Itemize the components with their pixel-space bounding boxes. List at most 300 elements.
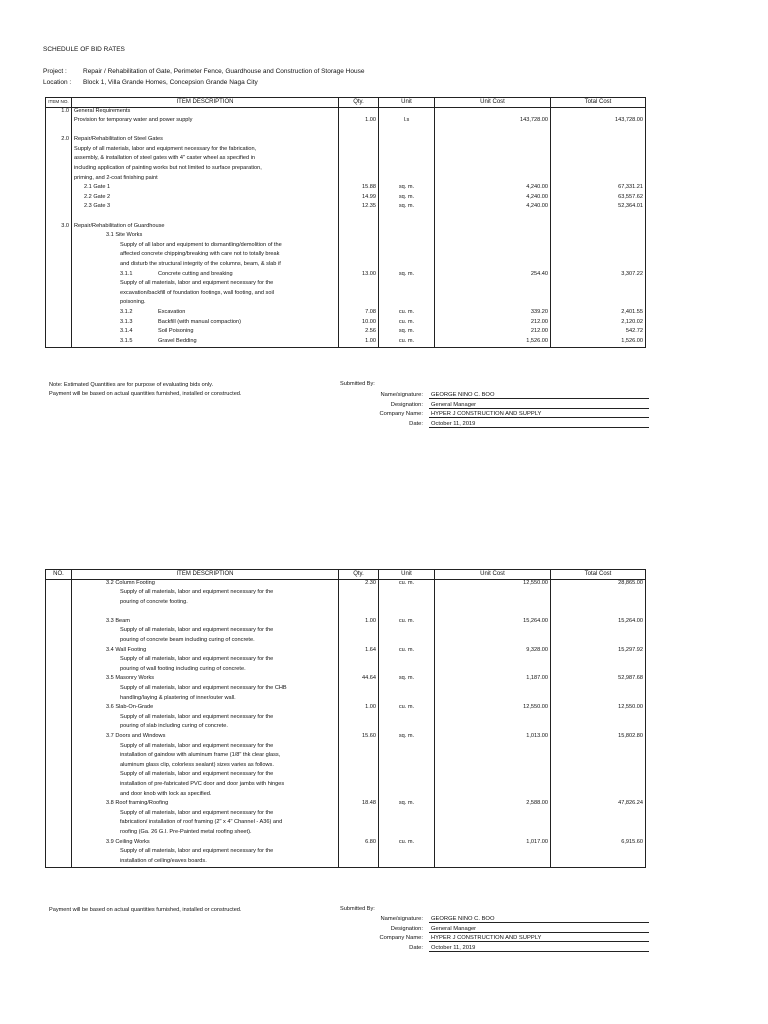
col-item-no: ITEM NO.	[46, 98, 72, 108]
total-cost-cell	[551, 136, 646, 146]
unit-cost-cell	[435, 213, 551, 223]
item-description-text: 3.1 Site Works	[106, 232, 143, 239]
item-no-cell	[46, 618, 72, 628]
total-cost-cell	[551, 608, 646, 618]
table-header-row	[46, 570, 646, 580]
unit-cell	[379, 695, 435, 705]
item-description-text: 2.3 Gate 3	[84, 203, 111, 210]
item-description-text: affected concrete chipping/breaking with care not to totally break	[120, 251, 280, 258]
item-description-cell	[72, 656, 339, 666]
total-cost-cell: 15,264.00	[551, 618, 646, 628]
unit-cost-cell	[435, 299, 551, 309]
item-description-cell	[72, 714, 339, 724]
item-no-cell	[46, 184, 72, 194]
table-row	[46, 338, 646, 348]
unit-cost-cell	[435, 232, 551, 242]
item-description-cell	[72, 752, 339, 762]
total-cost-cell: 15,802.80	[551, 733, 646, 743]
item-no-cell	[46, 203, 72, 213]
item-description-text: General Requirements	[74, 108, 131, 114]
qty-cell	[339, 810, 379, 820]
item-no-cell	[46, 723, 72, 733]
total-cost-cell: 6,915.60	[551, 839, 646, 849]
unit-cost-cell: 1,187.00	[435, 675, 551, 685]
qty-cell	[339, 165, 379, 175]
table-row	[46, 800, 646, 810]
unit-cell	[379, 771, 435, 781]
qty-cell	[339, 771, 379, 781]
document-title: SCHEDULE OF BID RATES	[43, 46, 125, 53]
item-description-cell	[72, 599, 339, 609]
item-description-text: 2.2 Gate 2	[84, 193, 111, 200]
table-row	[46, 136, 646, 146]
item-description-text: fabrication/ installation of roof framing (2" x 4" Channel - A36) and	[120, 819, 283, 826]
item-no-cell	[46, 146, 72, 156]
qty-cell	[339, 280, 379, 290]
total-cost-cell	[551, 599, 646, 609]
qty-cell: 15.88	[339, 184, 379, 194]
item-no-cell	[46, 165, 72, 175]
signature-value: GEORGE NINO C. BOO	[429, 916, 649, 923]
table-row	[46, 695, 646, 705]
unit-cost-cell: 1,526.00	[435, 338, 551, 348]
col-item-description: ITEM DESCRIPTION	[72, 570, 339, 580]
qty-cell: 15.60	[339, 733, 379, 743]
total-cost-cell	[551, 848, 646, 858]
item-description-text: 3.4 Wall Footing	[106, 646, 147, 653]
unit-cell	[379, 685, 435, 695]
item-description-cell	[72, 685, 339, 695]
qty-cell: 1.64	[339, 647, 379, 657]
qty-cell	[339, 108, 379, 118]
unit-cost-cell	[435, 829, 551, 839]
table-row	[46, 290, 646, 300]
unit-cell	[379, 810, 435, 820]
total-cost-cell: 63,557.62	[551, 194, 646, 204]
item-no-cell	[46, 271, 72, 281]
item-no-cell	[46, 781, 72, 791]
item-description-cell	[72, 175, 339, 185]
item-description-text: priming, and 2-coat finishing paint	[74, 174, 158, 181]
item-description-cell	[72, 271, 339, 281]
table-row	[46, 117, 646, 127]
item-description-cell	[72, 589, 339, 599]
qty-cell: 1.00	[339, 618, 379, 628]
table-row	[46, 580, 646, 590]
unit-cell	[379, 299, 435, 309]
item-description-cell	[72, 858, 339, 868]
col-unit: Unit	[379, 98, 435, 108]
item-no-cell	[46, 290, 72, 300]
signature-row	[409, 944, 647, 955]
item-no-cell	[46, 848, 72, 858]
total-cost-cell: 143,728.00	[551, 117, 646, 127]
item-description-cell	[72, 136, 339, 146]
total-cost-cell	[551, 781, 646, 791]
total-cost-cell	[551, 666, 646, 676]
qty-cell	[339, 791, 379, 801]
item-description-cell	[72, 723, 339, 733]
unit-cost-cell	[435, 666, 551, 676]
item-description-cell	[72, 261, 339, 271]
item-description-text: poisoning.	[120, 299, 146, 306]
unit-cell	[379, 791, 435, 801]
table-row	[46, 858, 646, 868]
total-cost-cell: 67,331.21	[551, 184, 646, 194]
unit-cost-cell: 4,240.00	[435, 194, 551, 204]
unit-cell: cu. m.	[379, 618, 435, 628]
table-row	[46, 223, 646, 233]
item-no-cell	[46, 328, 72, 338]
item-description-text: assembly, & installation of steel gates with 4" caster wheel as specified in	[74, 155, 255, 162]
location-label: Location :	[43, 79, 72, 86]
unit-cost-cell: 1,013.00	[435, 733, 551, 743]
unit-cell	[379, 819, 435, 829]
total-cost-cell	[551, 819, 646, 829]
item-no-cell	[46, 117, 72, 127]
table-row	[46, 184, 646, 194]
unit-cell: cu. m.	[379, 338, 435, 348]
item-description-cell	[72, 819, 339, 829]
qty-cell	[339, 723, 379, 733]
item-no-cell	[46, 685, 72, 695]
total-cost-cell	[551, 108, 646, 118]
table-row	[46, 666, 646, 676]
unit-cost-cell	[435, 781, 551, 791]
item-description-cell	[72, 743, 339, 753]
col-total-cost: Total Cost	[551, 98, 646, 108]
qty-cell: 13.00	[339, 271, 379, 281]
unit-cell	[379, 781, 435, 791]
total-cost-cell: 52,987.68	[551, 675, 646, 685]
signature-block-page-1	[379, 392, 647, 430]
item-no-cell	[46, 599, 72, 609]
unit-cell: l.s	[379, 117, 435, 127]
qty-cell	[339, 819, 379, 829]
total-cost-cell	[551, 213, 646, 223]
item-description-text: pouring of slab including curing of concrete.	[120, 723, 228, 730]
item-no-cell	[46, 762, 72, 772]
item-no-cell	[46, 299, 72, 309]
item-no-cell	[46, 800, 72, 810]
item-description-cell	[72, 328, 339, 338]
item-description-cell	[72, 829, 339, 839]
item-description-cell	[72, 165, 339, 175]
item-description-text: roofing (Ga. 26 G.I. Pre-Painted metal roofing sheet).	[120, 828, 252, 835]
item-description-cell	[72, 223, 339, 233]
item-description-cell	[72, 117, 339, 127]
table-row	[46, 839, 646, 849]
unit-cell	[379, 155, 435, 165]
qty-cell: 12.35	[339, 203, 379, 213]
unit-cost-cell	[435, 165, 551, 175]
item-description-cell	[72, 733, 339, 743]
unit-cell	[379, 858, 435, 868]
qty-cell	[339, 146, 379, 156]
unit-cost-cell	[435, 290, 551, 300]
total-cost-cell	[551, 810, 646, 820]
table-row	[46, 781, 646, 791]
signature-row	[380, 392, 647, 402]
unit-cell	[379, 627, 435, 637]
item-no-cell	[46, 175, 72, 185]
unit-cell: sq. m.	[379, 271, 435, 281]
total-cost-cell	[551, 299, 646, 309]
qty-cell	[339, 695, 379, 705]
signature-value: General Manager	[429, 926, 649, 933]
qty-cell	[339, 232, 379, 242]
item-no-cell	[46, 280, 72, 290]
qty-cell: 1.00	[339, 117, 379, 127]
total-cost-cell	[551, 232, 646, 242]
item-no-cell	[46, 733, 72, 743]
table-row	[46, 810, 646, 820]
total-cost-cell	[551, 858, 646, 868]
unit-cost-cell: 212.00	[435, 319, 551, 329]
col-unit: Unit	[379, 570, 435, 580]
table-row	[46, 146, 646, 156]
unit-cost-cell	[435, 155, 551, 165]
total-cost-cell: 1,526.00	[551, 338, 646, 348]
unit-cost-cell	[435, 608, 551, 618]
item-no-cell	[46, 858, 72, 868]
item-no-cell	[46, 127, 72, 137]
location-value: Block 1, Villa Grande Homes, Concepsion Grande Naga City	[83, 79, 258, 86]
col-item-description: ITEM DESCRIPTION	[72, 98, 339, 108]
unit-cost-cell	[435, 637, 551, 647]
unit-cell: sq. m.	[379, 194, 435, 204]
qty-cell: 18.48	[339, 800, 379, 810]
total-cost-cell	[551, 714, 646, 724]
total-cost-cell	[551, 685, 646, 695]
signature-label: Designation:	[390, 401, 423, 408]
unit-cell: cu. m.	[379, 309, 435, 319]
total-cost-cell	[551, 127, 646, 137]
qty-cell	[339, 251, 379, 261]
item-description-text: handling/laying & plastering of inner/outer wall.	[120, 694, 236, 701]
table-row	[46, 108, 646, 118]
total-cost-cell	[551, 155, 646, 165]
unit-cell: cu. m.	[379, 580, 435, 590]
item-description-cell	[72, 800, 339, 810]
unit-cost-cell	[435, 627, 551, 637]
bid-rates-table-page-2	[45, 569, 646, 868]
unit-cell	[379, 127, 435, 137]
unit-cell	[379, 213, 435, 223]
table-row	[46, 714, 646, 724]
qty-cell: 2.30	[339, 580, 379, 590]
total-cost-cell	[551, 242, 646, 252]
total-cost-cell	[551, 695, 646, 705]
unit-cell	[379, 242, 435, 252]
item-description-text: Supply of all materials, labor and equipment necessary for the	[120, 742, 274, 749]
item-description-text: 2.1 Gate 1	[84, 184, 111, 191]
unit-cost-cell: 12,550.00	[435, 704, 551, 714]
qty-cell	[339, 714, 379, 724]
unit-cost-cell	[435, 175, 551, 185]
item-description-text: 3.5 Masonry Works	[106, 675, 155, 682]
unit-cost-cell	[435, 242, 551, 252]
unit-cost-cell	[435, 280, 551, 290]
unit-cell	[379, 175, 435, 185]
signature-row	[379, 411, 647, 421]
item-description-cell	[72, 299, 339, 309]
unit-cost-cell: 4,240.00	[435, 203, 551, 213]
unit-cost-cell	[435, 685, 551, 695]
item-description-text: 3.9 Ceiling Works	[106, 838, 150, 845]
total-cost-cell	[551, 637, 646, 647]
unit-cost-cell: 254.40	[435, 271, 551, 281]
item-description-cell	[72, 627, 339, 637]
total-cost-cell	[551, 146, 646, 156]
qty-cell	[339, 762, 379, 772]
item-no-cell	[46, 627, 72, 637]
unit-cell	[379, 608, 435, 618]
item-code: 3.1.2	[120, 308, 133, 315]
item-no-cell	[46, 695, 72, 705]
item-description-text: Gravel Bedding	[158, 337, 197, 344]
table-row	[46, 627, 646, 637]
table-row	[46, 656, 646, 666]
qty-cell	[339, 261, 379, 271]
total-cost-cell	[551, 251, 646, 261]
unit-cell: sq. m.	[379, 733, 435, 743]
item-description-text: pouring of concrete beam including curing of concrete.	[120, 637, 255, 644]
signature-value: HYPER J CONSTRUCTION AND SUPPLY	[429, 411, 649, 418]
unit-cell	[379, 714, 435, 724]
table-row	[46, 791, 646, 801]
table-row	[46, 771, 646, 781]
item-description-text: 3.2 Column Footing	[106, 580, 155, 586]
qty-cell	[339, 155, 379, 165]
item-description-cell	[72, 704, 339, 714]
item-description-cell	[72, 675, 339, 685]
unit-cost-cell	[435, 743, 551, 753]
total-cost-cell: 47,826.24	[551, 800, 646, 810]
item-description-text: 3.3 Beam	[106, 617, 130, 624]
total-cost-cell	[551, 627, 646, 637]
item-no-cell	[46, 589, 72, 599]
table-row	[46, 175, 646, 185]
qty-cell: 7.08	[339, 309, 379, 319]
unit-cost-cell: 2,588.00	[435, 800, 551, 810]
item-description-text: Soil Poisoning	[158, 328, 194, 335]
table-row	[46, 637, 646, 647]
signature-row	[409, 420, 647, 431]
signature-value: General Manager	[429, 402, 649, 409]
item-description-cell	[72, 695, 339, 705]
item-description-cell	[72, 242, 339, 252]
item-description-cell	[72, 608, 339, 618]
item-no-cell	[46, 232, 72, 242]
unit-cell: sq. m.	[379, 203, 435, 213]
item-description-cell	[72, 666, 339, 676]
note-estimated-quantities: Note: Estimated Quantities are for purpose of evaluating bids only.	[49, 382, 214, 388]
table-row	[46, 829, 646, 839]
table-row	[46, 733, 646, 743]
table-row	[46, 319, 646, 329]
col-unit-cost: Unit Cost	[435, 98, 551, 108]
qty-cell: 1.00	[339, 338, 379, 348]
item-no-cell	[46, 155, 72, 165]
item-no-cell: 3.0	[46, 223, 72, 233]
unit-cost-cell: 1,017.00	[435, 839, 551, 849]
table-row	[46, 848, 646, 858]
item-description-text: excavation/backfill of foundation footings, wall footing, and soil	[120, 289, 274, 296]
qty-cell	[339, 829, 379, 839]
total-cost-cell	[551, 175, 646, 185]
unit-cost-cell	[435, 723, 551, 733]
unit-cell	[379, 752, 435, 762]
signature-row	[390, 401, 647, 412]
qty-cell	[339, 599, 379, 609]
unit-cost-cell: 4,240.00	[435, 184, 551, 194]
unit-cell	[379, 589, 435, 599]
qty-cell	[339, 213, 379, 223]
signature-row	[380, 916, 647, 926]
item-description-cell	[72, 146, 339, 156]
unit-cost-cell	[435, 108, 551, 118]
total-cost-cell: 12,550.00	[551, 704, 646, 714]
table-row	[46, 704, 646, 714]
item-code: 3.1.5	[120, 337, 133, 344]
unit-cost-cell: 339.20	[435, 309, 551, 319]
item-description-cell	[72, 251, 339, 261]
item-description-cell	[72, 127, 339, 137]
unit-cell	[379, 232, 435, 242]
item-description-cell	[72, 848, 339, 858]
table-row	[46, 242, 646, 252]
col-qty: Qty.	[339, 570, 379, 580]
item-no-cell	[46, 338, 72, 348]
signature-label: Company Name:	[379, 935, 423, 942]
item-description-text: including application of painting works but not limited to surface preparation,	[74, 165, 262, 172]
unit-cell: sq. m.	[379, 328, 435, 338]
qty-cell	[339, 627, 379, 637]
unit-cost-cell	[435, 656, 551, 666]
item-description-cell	[72, 184, 339, 194]
item-description-cell	[72, 108, 339, 118]
unit-cell	[379, 280, 435, 290]
item-description-text: Supply of all materials, labor and equipment necessary for the	[120, 809, 274, 816]
total-cost-cell	[551, 743, 646, 753]
item-description-text: Supply of all materials, labor and equipment necessary for the	[120, 771, 274, 778]
item-description-cell	[72, 155, 339, 165]
item-description-cell	[72, 194, 339, 204]
item-no-cell: 2.0	[46, 136, 72, 146]
item-description-text: Supply of all materials, labor and equipment necessary for the	[120, 627, 274, 634]
unit-cell	[379, 165, 435, 175]
item-description-text: Supply of all materials, labor and equipment necessary for the	[120, 589, 274, 596]
table-row	[46, 299, 646, 309]
qty-cell	[339, 299, 379, 309]
qty-cell	[339, 743, 379, 753]
unit-cost-cell	[435, 771, 551, 781]
col-qty: Qty.	[339, 98, 379, 108]
unit-cell	[379, 762, 435, 772]
col-total-cost: Total Cost	[551, 570, 646, 580]
item-description-cell	[72, 791, 339, 801]
table-row	[46, 309, 646, 319]
item-description-text: pouring of concrete footing.	[120, 598, 188, 605]
qty-cell	[339, 656, 379, 666]
note-payment-basis: Payment will be based on actual quantities furnished, installed or constructed.	[49, 907, 242, 913]
table-row	[46, 647, 646, 657]
total-cost-cell	[551, 589, 646, 599]
total-cost-cell: 2,120.02	[551, 319, 646, 329]
item-description-cell	[72, 338, 339, 348]
table-row	[46, 743, 646, 753]
